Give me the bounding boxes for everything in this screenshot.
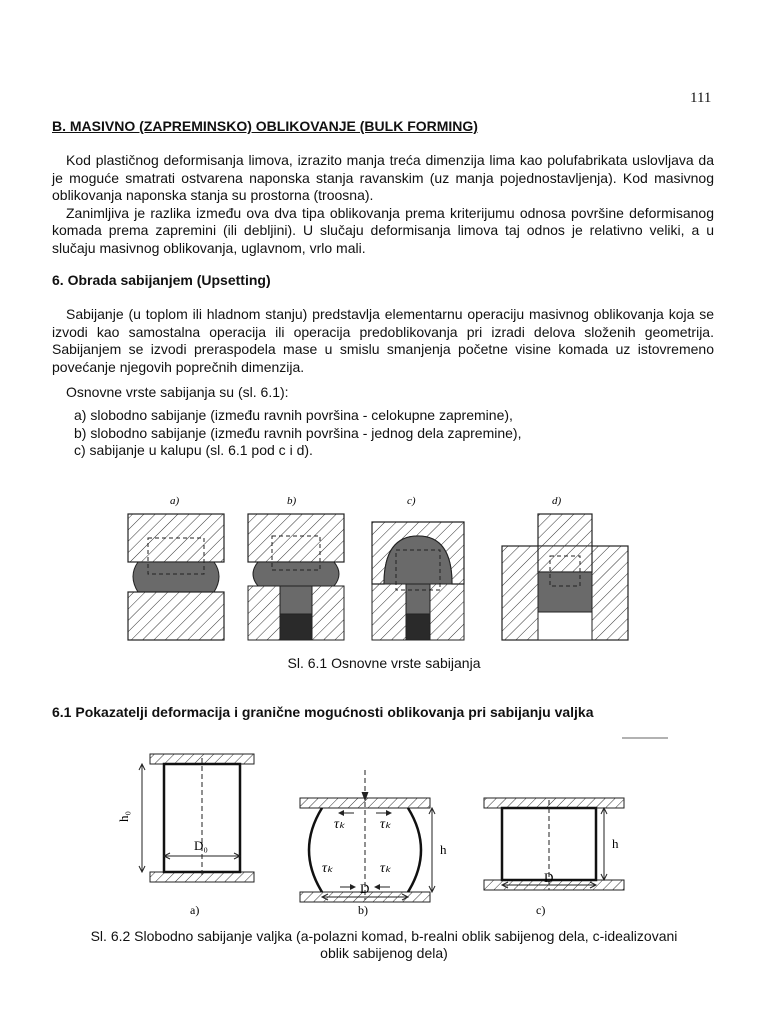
figure-2-label-a: a) <box>190 903 200 917</box>
intro-paragraph-1: Kod plastičnog deformisanja limova, izrazito manja treća dimenzija lima kao polufabrikata uslovljava da je moguće smatrati ostvarena naponska stanja ravanskim (uz manja pojednostavljenja). Kod masivnog oblikovanja naponska stanja su prostorna (troosna). <box>52 152 714 203</box>
section-6-title: 6. Obrada sabijanjem (Upsetting) <box>52 272 271 288</box>
tau-label-top-left: τₖ <box>334 817 345 832</box>
figure-6-2 <box>0 730 768 930</box>
d0-label: D₀ <box>194 838 208 853</box>
figure-1-label-c: c) <box>407 495 416 507</box>
list-item: b) slobodno sabijanje (između ravnih površina - jednog dela zapremine), <box>74 424 522 441</box>
diagram-c <box>372 522 464 640</box>
h-label-b: h <box>440 842 447 857</box>
figure-6-1 <box>0 488 768 648</box>
tau-label-bottom-left: τₖ <box>322 861 333 876</box>
diagram-b <box>248 514 344 640</box>
h0-label: h₀ <box>116 810 131 822</box>
section-6-1-title: 6.1 Pokazatelji deformacija i granične mogućnosti oblikovanja pri sabijanju valjka <box>52 704 594 720</box>
section-6-paragraph-1: Sabijanje (u toplom ili hladnom stanju) predstavlja elementarnu operaciju masivnog oblikovanja koja se izvodi kao samostalna operacija ili operacija predoblikovanja pri izradi delova složenih geometrija. Sabijanjem se izvodi preraspodela mase u smislu smanjenja početne visine komada uz istovremeno povećanje njegovih poprečnih dimenzija. <box>52 306 714 375</box>
intro-paragraphs <box>52 152 714 257</box>
figure-6-1-caption-text: Sl. 6.1 Osnovne vrste sabijanja <box>287 655 481 671</box>
figure-6-2-caption <box>40 928 728 962</box>
list-item: c) sabijanje u kalupu (sl. 6.1 pod c i d). <box>74 442 313 458</box>
figure-2-label-c: c) <box>536 903 546 917</box>
tau-label-bottom-right: τₖ <box>380 861 391 876</box>
chapter-heading: B. MASIVNO (ZAPREMINSKO) OBLIKOVANJE (BULK FORMING) <box>52 118 478 134</box>
upsetting-types-list <box>74 407 521 460</box>
figure-1-label-d: d) <box>552 495 562 507</box>
figure-6-1-caption <box>0 655 768 671</box>
section-6-paragraph <box>52 306 714 376</box>
figure-1-label-b: b) <box>287 495 297 507</box>
page-number: 111 <box>690 90 712 106</box>
diagram-d <box>502 514 628 640</box>
intro-paragraph-2: Zanimljiva je razlika između ova dva tipa oblikovanja prema kriterijumu odnosa površine deformisanog komada prema zapremini (ili debljini). U slučaju deformisanja limova taj odnos je relativno veliki, a u slučaju masivnog oblikovanja, uglavnom, vrlo mali. <box>52 204 714 256</box>
figure-2-label-b: b) <box>358 903 368 917</box>
diagram-a <box>128 514 224 640</box>
d-label-b: D <box>360 881 370 896</box>
d-label-c: D <box>544 870 554 885</box>
list-item: a) slobodno sabijanje (između ravnih površina - celokupne zapremine), <box>74 407 513 423</box>
cylinder-a <box>116 754 254 917</box>
figure-6-2-caption-line-1: Sl. 6.2 Slobodno sabijanje valjka (a-polazni komad, b-realni oblik sabijenog dela, c-idealizovani <box>90 928 678 944</box>
h-label-c: h <box>612 836 619 851</box>
figure-1-label-a: a) <box>170 495 180 507</box>
tau-label-top-right: τₖ <box>380 817 391 832</box>
cylinder-b <box>300 770 447 917</box>
cylinder-c <box>484 798 624 917</box>
figure-6-2-caption-line-2: oblik sabijenog dela) <box>320 945 448 961</box>
list-intro: Osnovne vrste sabijanja su (sl. 6.1): <box>66 384 289 400</box>
